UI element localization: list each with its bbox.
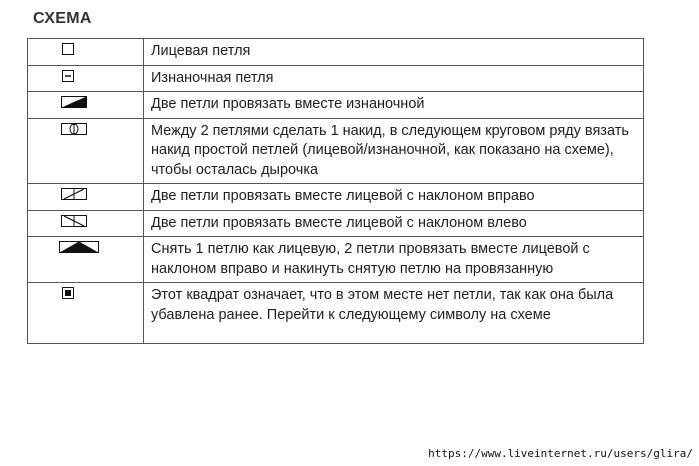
legend-description: Лицевая петля: [144, 39, 644, 66]
symbol-cell: [28, 118, 144, 184]
dash-square-icon: [62, 70, 74, 82]
symbol-cell: [28, 65, 144, 92]
knit-two-together-left-icon: [61, 215, 87, 227]
legend-row: [28, 118, 644, 184]
legend-row: [28, 92, 644, 119]
symbol-cell: [28, 283, 144, 344]
legend-description: Две петли провязать вместе изнаночной: [144, 92, 644, 119]
empty-square-icon: [62, 43, 74, 55]
legend-description: Между 2 петлями сделать 1 накид, в следующем круговом ряду вязать накид простой петлей (лицевой/изнаночной, как показано на схеме), чтобы осталась дырочка: [144, 118, 644, 184]
symbol-cell: [28, 237, 144, 283]
legend-row: [28, 210, 644, 237]
legend-row: [28, 237, 644, 283]
source-url: https://www.liveinternet.ru/users/glira/: [428, 447, 693, 460]
symbol-cell: [28, 39, 144, 66]
symbol-cell: [28, 92, 144, 119]
knitting-legend-table: [27, 38, 644, 344]
legend-title: СХЕМА: [33, 10, 92, 27]
legend-row: [28, 283, 644, 344]
legend-description: Две петли провязать вместе лицевой с наклоном вправо: [144, 184, 644, 211]
legend-description: Снять 1 петлю как лицевую, 2 петли провязать вместе лицевой с наклоном вправо и накинуть снятую петлю на провязанную: [144, 237, 644, 283]
legend-description: Изнаночная петля: [144, 65, 644, 92]
symbol-cell: [28, 184, 144, 211]
symbol-cell: [28, 210, 144, 237]
legend-row: [28, 39, 644, 66]
double-decrease-icon: [59, 241, 99, 253]
legend-row: [28, 65, 644, 92]
legend-description: Этот квадрат означает, что в этом месте нет петли, так как она была убавлена ранее. Перейти к следующему символу на схеме: [144, 283, 644, 344]
legend-description: Две петли провязать вместе лицевой с наклоном влево: [144, 210, 644, 237]
legend-row: [28, 184, 644, 211]
purl-two-together-icon: [61, 96, 87, 108]
no-stitch-icon: [62, 287, 74, 299]
knit-two-together-right-icon: [61, 188, 87, 200]
yarn-over-icon: [61, 123, 87, 135]
